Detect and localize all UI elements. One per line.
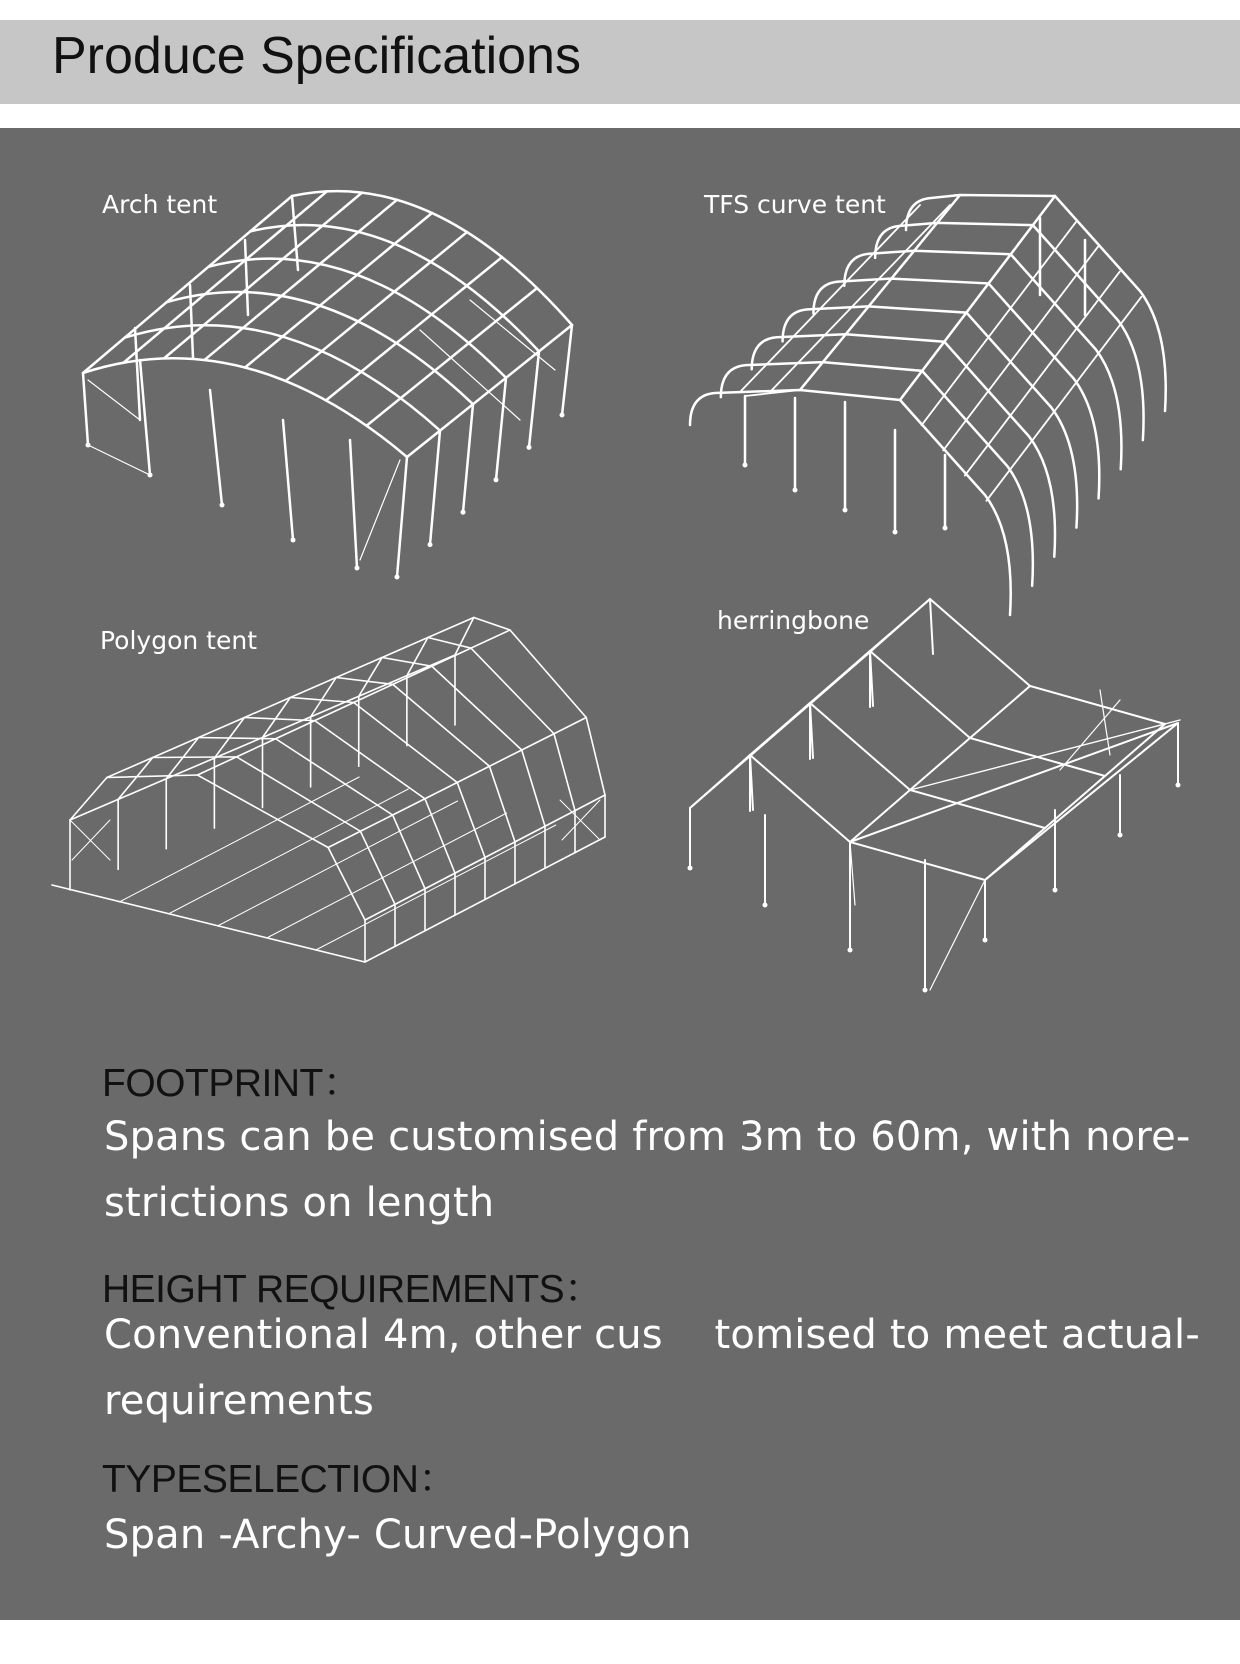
height-text-line1: Conventional 4m, other cus tomised to meet actual- (104, 1312, 1200, 1358)
polygon-tent-wireframe (52, 618, 605, 963)
herringbone-tent-label: herringbone (717, 606, 870, 635)
typeselection-heading: TYPESELECTION： (102, 1458, 457, 1501)
tfs-curve-tent-wireframe (690, 195, 1166, 615)
herringbone-tent-wireframe (688, 599, 1181, 993)
arch-tent-wireframe (83, 191, 572, 579)
footprint-heading: FOOTPRINT： (102, 1062, 362, 1105)
typeselection-text: Span -Archy- Curved-Polygon (104, 1512, 692, 1558)
tfs-curve-tent-label: TFS curve tent (704, 190, 886, 219)
polygon-tent-label: Polygon tent (100, 626, 258, 655)
height-text-line2: requirements (104, 1378, 375, 1424)
height-heading: HEIGHT REQUIREMENTS： (102, 1268, 603, 1311)
arch-tent-label: Arch tent (102, 190, 218, 219)
footprint-text-line2: strictions on length (104, 1180, 495, 1226)
footprint-text-line1: Spans can be customised from 3m to 60m, with nore- (104, 1114, 1191, 1160)
page-title: Produce Specifications (52, 27, 581, 85)
